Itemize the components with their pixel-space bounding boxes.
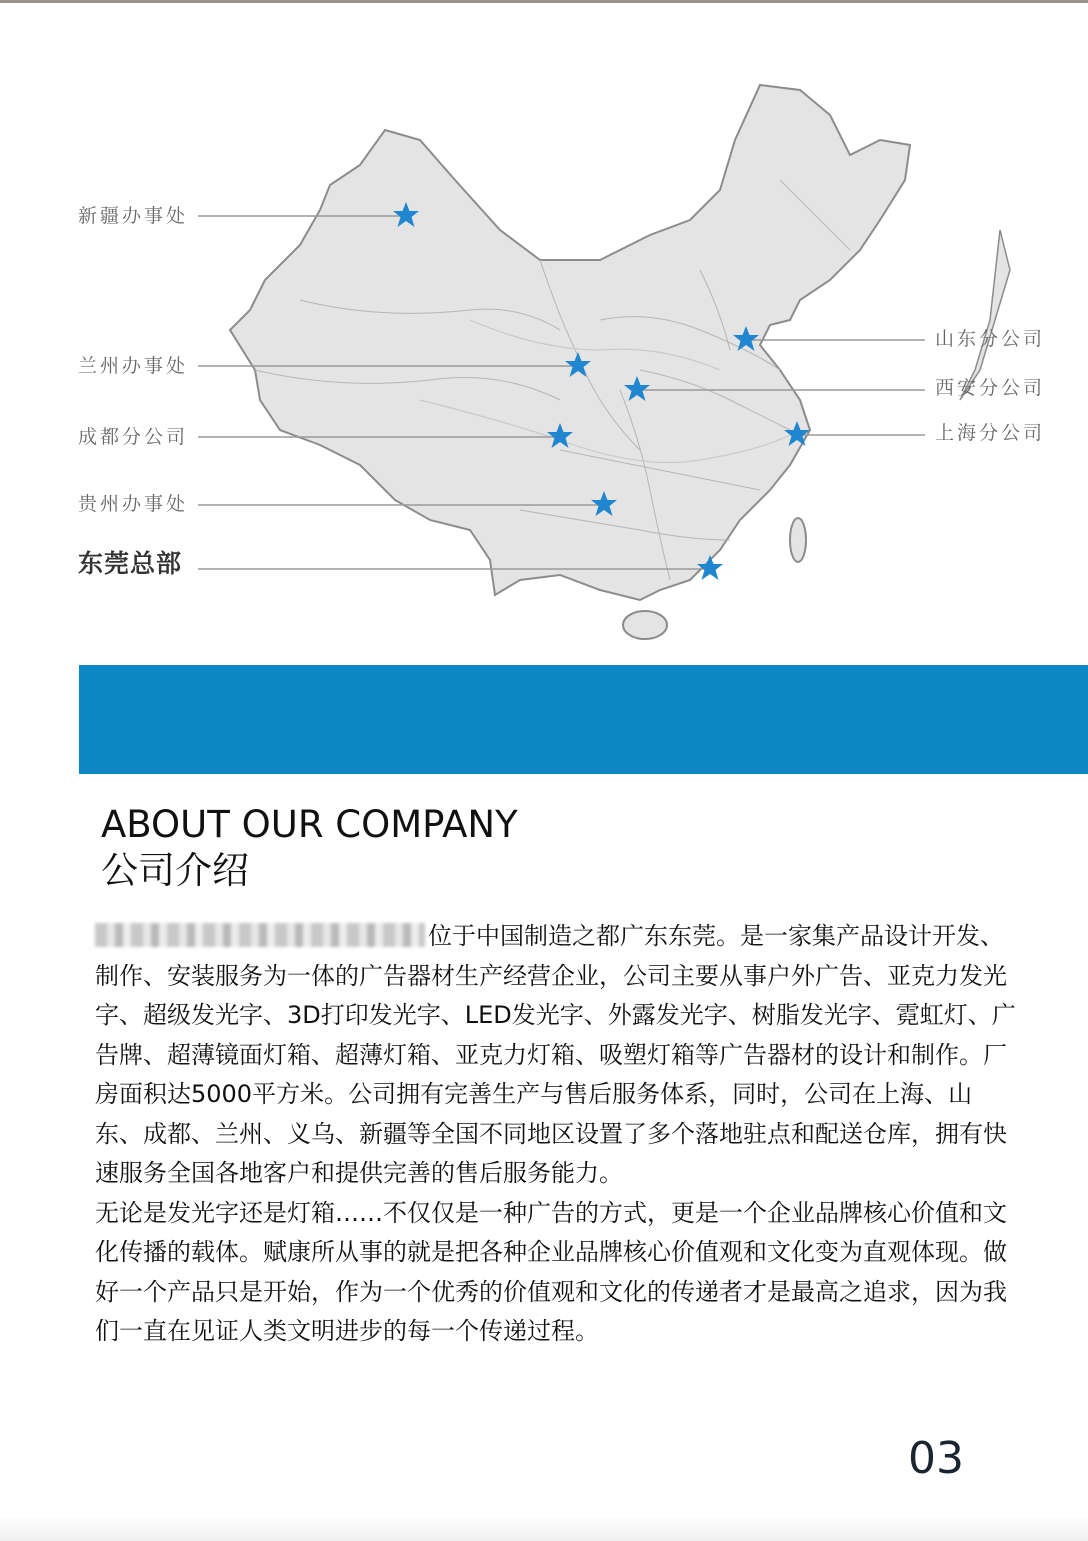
- blue-banner: [79, 665, 1088, 774]
- china-outline: [230, 85, 910, 600]
- paragraph-1-text: 位于中国制造之都广东东莞。是一家集产品设计开发、制作、安装服务为一体的广告器材生产经营企业，公司主要从事户外广告、亚克力发光字、超级发光字、3D打印发光字、LED发光字、外露发光字、树脂发光字、霓虹灯、广告牌、超薄镜面灯箱、超薄灯箱、亚克力灯箱、吸塑灯箱等广告器材的设计和制作。厂房面积达5000平方米。公司拥有完善生产与售后服务体系，同时，公司在上海、山东、成都、兰州、义乌、新疆等全国不同地区设置了多个落地驻点和配送仓库，拥有快速服务全国各地客户和提供完善的售后服务能力。: [95, 922, 1016, 1187]
- company-description: [95, 917, 1020, 1352]
- label-xinjiang-office: 新疆办事处: [78, 205, 189, 227]
- label-lanzhou-office: 兰州办事处: [78, 355, 189, 377]
- neighbor-coast: [960, 230, 1010, 400]
- label-shanghai-branch: 上海分公司: [935, 422, 1046, 444]
- china-office-map: [0, 70, 1088, 660]
- paragraph-2: 无论是发光字还是灯箱……不仅仅是一种广告的方式，更是一个企业品牌核心价值和文化传播的载体。赋康所从事的就是把各种企业品牌核心价值观和文化变为直观体现。做好一个产品只是开始，作为一个优秀的价值观和文化的传递者才是最高之追求，因为我们一直在见证人类文明进步的每一个传递过程。: [95, 1198, 1007, 1345]
- about-title-cn: 公司介绍: [101, 849, 249, 892]
- bottom-shade: [0, 1515, 1088, 1541]
- label-shandong-branch: 山东分公司: [935, 328, 1046, 350]
- paragraph-1: [95, 917, 1020, 1194]
- label-dongguan-hq: 东莞总部: [78, 549, 183, 578]
- blurred-company-name: [95, 923, 425, 947]
- page-number: 03: [908, 1433, 964, 1484]
- top-rule: [0, 0, 1088, 3]
- hainan-island: [623, 611, 667, 639]
- taiwan-island: [790, 518, 806, 562]
- label-chengdu-branch: 成都分公司: [78, 426, 189, 448]
- label-xian-branch: 西安分公司: [935, 377, 1046, 399]
- label-guizhou-office: 贵州办事处: [78, 493, 189, 515]
- about-title-en: ABOUT OUR COMPANY: [101, 803, 518, 846]
